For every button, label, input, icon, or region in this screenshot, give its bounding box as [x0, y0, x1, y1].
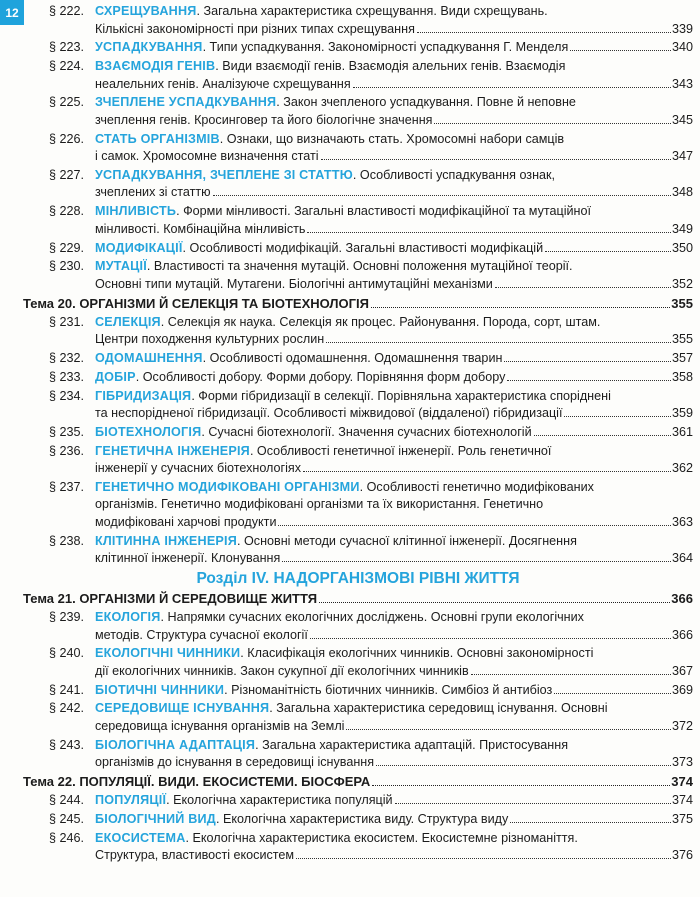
entry-line: [95, 811, 693, 829]
topic-title: Тема 21. ОРГАНІЗМИ Й СЕРЕДОВИЩЕ ЖИТТЯ: [23, 591, 318, 607]
page-ref: 358: [671, 369, 693, 384]
dot-leader: [303, 471, 671, 472]
entry-text-wrap: [95, 21, 415, 39]
entry-line: [95, 405, 693, 423]
entry-text: мінливості. Комбінаційна мінливість: [95, 221, 306, 236]
dot-leader: [282, 561, 671, 562]
paragraph-number: § 222.: [49, 4, 85, 18]
dot-leader: [371, 307, 670, 308]
entry-line: [95, 350, 693, 368]
entry-text: . Форми мінливості. Загальні властивості модифікаційної та мутаційної: [176, 204, 592, 219]
entry-text-wrap: [95, 754, 374, 772]
toc-entry[interactable]: [23, 39, 693, 57]
entry-text: . Особливості добору. Форми добору. Порівняння форм добору: [135, 369, 506, 384]
entry-text-wrap: [95, 350, 502, 368]
entry-line: [95, 76, 693, 94]
toc-entry[interactable]: [23, 388, 693, 423]
entry-line: [95, 533, 693, 551]
entry-line: [95, 131, 693, 149]
paragraph-number: § 235.: [49, 424, 85, 439]
entry-text: . Форми гібридизації в селекції. Порівняльна характеристика споріднені: [191, 388, 611, 403]
keyword: МОДИФІКАЦІЇ: [95, 240, 183, 255]
entry-text: . Особливості модифікацій. Загальні властивості модифікацій: [182, 240, 544, 255]
entry-text: . Основні методи сучасної клітинної інженерії. Досягнення: [236, 533, 577, 548]
dot-leader: [307, 232, 671, 233]
paragraph-number: § 242.: [49, 701, 85, 716]
entry-text: . Напрямки сучасних екологічних досліджень. Основні групи екологічних: [160, 610, 584, 625]
dot-leader: [434, 123, 671, 124]
table-of-contents: [23, 3, 693, 866]
paragraph-number: § 232.: [49, 350, 85, 365]
entry-text-wrap: [95, 460, 301, 478]
page-ref: 374: [671, 793, 693, 808]
dot-leader: [346, 729, 671, 730]
keyword: СЕРЕДОВИЩЕ ІСНУВАННЯ: [95, 701, 270, 716]
entry-line: [95, 94, 693, 112]
entry-text: . Різноманітність біотичних чинників. Симбіоз й антибіоз: [224, 682, 553, 697]
entry-text: інженерії у сучасних біотехнологіях: [95, 461, 302, 476]
keyword: СХРЕЩУВАННЯ: [95, 4, 197, 18]
entry-text: . Класифікація екологічних чинників. Основні закономірності: [240, 646, 594, 661]
entry-text: . Загальна характеристика адаптацій. Пристосування: [255, 737, 569, 752]
page-ref: 352: [671, 276, 693, 291]
entry-text: Центри походження культурних рослин: [95, 332, 325, 347]
toc-entry[interactable]: [23, 131, 693, 166]
entry-text-wrap: [95, 76, 351, 94]
entry-text: середовища існування організмів на Землі: [95, 718, 345, 733]
keyword: ГЕНЕТИЧНА ІНЖЕНЕРІЯ: [95, 443, 250, 458]
entry-text-wrap: [95, 369, 505, 387]
keyword: ГЕНЕТИЧНО МОДИФІКОВАНІ ОРГАНІЗМИ: [95, 479, 360, 494]
entry-text-wrap: [95, 39, 568, 57]
page-ref: 361: [671, 424, 693, 439]
dot-leader: [326, 342, 671, 343]
entry-line: [95, 847, 693, 865]
entry-text: . Селекція як наука. Селекція як процес. Районування. Порода, сорт, штам.: [160, 314, 601, 329]
toc-entry[interactable]: [23, 443, 693, 478]
paragraph-number: § 246.: [49, 830, 85, 845]
page-ref: 372: [671, 718, 693, 733]
dot-leader: [504, 361, 671, 362]
toc-entry[interactable]: [23, 94, 693, 129]
entry-text: Структура, властивості екосистем: [95, 848, 295, 863]
entry-line: [95, 645, 693, 663]
entry-text: . Загальна характеристика схрещування. Види схрещувань.: [196, 4, 548, 18]
entry-line: [95, 58, 693, 76]
entry-line: [95, 754, 693, 772]
keyword: БІОТЕХНОЛОГІЯ: [95, 424, 202, 439]
page-ref: 374: [671, 774, 693, 790]
entry-text: модифіковані харчові продукти: [95, 514, 277, 529]
page-ref: 376: [671, 848, 693, 863]
toc-entry[interactable]: [23, 830, 693, 865]
entry-text: . Особливості генетичної інженерії. Роль генетичної: [249, 443, 552, 458]
entry-text-wrap: [95, 112, 432, 130]
entry-line: [95, 460, 693, 478]
entry-line: [95, 167, 693, 185]
dot-leader: [554, 693, 671, 694]
toc-entry[interactable]: [23, 737, 693, 772]
paragraph-number: § 223.: [49, 40, 85, 55]
entry-text: зчеплених зі статтю: [95, 185, 211, 200]
page-ref: 363: [671, 514, 693, 529]
page-ref: 375: [671, 811, 693, 826]
toc-entry[interactable]: [23, 203, 693, 238]
toc-entry[interactable]: [23, 167, 693, 202]
paragraph-number: § 236.: [49, 443, 85, 458]
keyword: УСПАДКУВАННЯ, ЗЧЕПЛЕНЕ ЗІ СТАТТЮ: [95, 167, 353, 182]
paragraph-number: § 244.: [49, 793, 85, 808]
entry-line: [95, 700, 693, 718]
entry-text-wrap: [95, 405, 562, 423]
paragraph-number: § 225.: [49, 95, 85, 110]
toc-entry[interactable]: [23, 479, 693, 532]
page-ref: 340: [671, 40, 693, 55]
paragraph-number: § 231.: [49, 314, 85, 329]
entry-line: [95, 424, 693, 442]
paragraph-number: § 226.: [49, 131, 85, 146]
page-ref: 373: [671, 755, 693, 770]
topic-title: Тема 20. ОРГАНІЗМИ Й СЕЛЕКЦІЯ ТА БІОТЕХНОЛОГІЯ: [23, 295, 369, 311]
entry-text: . Види взаємодії генів. Взаємодія алельних генів. Взаємодія: [215, 59, 566, 74]
page-ref: 366: [671, 627, 693, 642]
entry-line: [95, 496, 693, 514]
paragraph-number: § 224.: [49, 59, 85, 74]
entry-text: . Екологічна характеристика виду. Структура виду: [215, 811, 509, 826]
entry-line: [95, 514, 693, 532]
entry-text-wrap: [95, 514, 276, 532]
dot-leader: [510, 822, 671, 823]
keyword: ДОБІР: [95, 369, 136, 384]
entry-text: організмів. Генетично модифіковані організми та їх використання. Генетично: [95, 497, 544, 512]
entry-text-wrap: [95, 550, 280, 568]
dot-leader: [545, 251, 671, 252]
dot-leader: [376, 765, 671, 766]
dot-leader: [570, 50, 671, 51]
page-number: 12: [0, 0, 24, 25]
paragraph-number: § 234.: [49, 388, 85, 403]
entry-text-wrap: [95, 331, 324, 349]
entry-text-wrap: [95, 184, 211, 202]
keyword: ЕКОСИСТЕМА: [95, 830, 186, 845]
entry-line: [95, 609, 693, 627]
entry-text: . Ознаки, що визначають стать. Хромосомні набори самців: [219, 131, 565, 146]
entry-text: клітинної інженерії. Клонування: [95, 551, 281, 566]
dot-leader: [417, 32, 671, 33]
entry-line: [95, 39, 693, 57]
entry-text-wrap: [95, 627, 308, 645]
page-ref: 339: [671, 21, 693, 36]
toc-entry[interactable]: [23, 682, 693, 700]
entry-text: . Властивості та значення мутацій. Основні положення мутаційної теорії.: [146, 259, 573, 274]
toc-entry[interactable]: [23, 609, 693, 644]
keyword: БІОТИЧНІ ЧИННИКИ: [95, 682, 225, 697]
topic-title: Тема 22. ПОПУЛЯЦІЇ. ВИДИ. ЕКОСИСТЕМИ. БІОСФЕРА: [23, 774, 371, 790]
entry-text-wrap: [95, 847, 294, 865]
paragraph-number: § 237.: [49, 479, 85, 494]
entry-text: дії екологічних чинників. Закон сукупної дії екологічних чинників: [95, 663, 469, 678]
entry-text: методів. Структура сучасної екології: [95, 627, 308, 642]
paragraph-number: § 233.: [49, 369, 85, 384]
keyword: МУТАЦІЇ: [95, 259, 147, 274]
keyword: БІОЛОГІЧНИЙ ВИД: [95, 811, 216, 826]
toc-entry[interactable]: [23, 3, 693, 38]
paragraph-number: § 243.: [49, 737, 85, 752]
toc-entry[interactable]: [23, 314, 693, 349]
entry-text: . Особливості успадкування ознак,: [352, 167, 556, 182]
toc-entry[interactable]: [23, 424, 693, 442]
entry-line: [95, 21, 693, 39]
dot-leader: [564, 416, 671, 417]
entry-text: . Екологічна характеристика популяцій: [166, 793, 393, 808]
dot-leader: [372, 785, 670, 786]
paragraph-number: § 245.: [49, 811, 85, 826]
entry-line: [95, 388, 693, 406]
entry-text: Кількісні закономірності при різних типах схрещування: [95, 21, 415, 36]
paragraph-number: § 230.: [49, 259, 85, 274]
entry-line: [95, 184, 693, 202]
toc-entry[interactable]: [23, 369, 693, 387]
entry-text: . Закон зчепленого успадкування. Повне й неповне: [276, 95, 576, 110]
entry-text-wrap: [95, 792, 393, 810]
entry-line: [95, 479, 693, 497]
entry-line: [95, 663, 693, 681]
entry-line: [95, 203, 693, 221]
toc-entry[interactable]: [23, 258, 693, 293]
keyword: УСПАДКУВАННЯ: [95, 40, 203, 55]
keyword: ВЗАЄМОДІЯ ГЕНІВ: [95, 59, 216, 74]
page-ref: 367: [671, 663, 693, 678]
dot-leader: [310, 638, 671, 639]
entry-text-wrap: [95, 276, 493, 294]
toc-entry[interactable]: [23, 240, 693, 258]
entry-text-wrap: [95, 663, 469, 681]
keyword: МІНЛИВІСТЬ: [95, 204, 177, 219]
entry-line: [95, 3, 693, 21]
dot-leader: [495, 287, 671, 288]
entry-line: [95, 682, 693, 700]
paragraph-number: § 240.: [49, 646, 85, 661]
page-ref: 349: [671, 221, 693, 236]
dot-leader: [296, 858, 671, 859]
dot-leader: [353, 87, 671, 88]
entry-text-wrap: [95, 718, 344, 736]
paragraph-number: § 239.: [49, 610, 85, 625]
entry-line: [95, 276, 693, 294]
entry-line: [95, 112, 693, 130]
page-ref: 350: [671, 240, 693, 255]
page-ref: 343: [671, 76, 693, 91]
entry-text-wrap: [95, 148, 319, 166]
entry-line: [95, 792, 693, 810]
page-ref: 364: [671, 551, 693, 566]
entry-line: [95, 550, 693, 568]
entry-line: [95, 314, 693, 332]
entry-text-wrap: [95, 240, 543, 258]
entry-text: Основні типи мутацій. Мутагени. Біологічні антимутаційні механізми: [95, 276, 493, 291]
entry-text: . Сучасні біотехнології. Значення сучасних біотехнологій: [201, 424, 532, 439]
entry-line: [95, 258, 693, 276]
page-ref: 355: [671, 332, 693, 347]
keyword: ОДОМАШНЕННЯ: [95, 350, 203, 365]
toc-entry[interactable]: [23, 700, 693, 735]
dot-leader: [471, 674, 671, 675]
keyword: ПОПУЛЯЦІЇ: [95, 793, 167, 808]
dot-leader: [395, 803, 671, 804]
paragraph-number: § 229.: [49, 240, 85, 255]
keyword: БІОЛОГІЧНА АДАПТАЦІЯ: [95, 737, 256, 752]
entry-text: . Загальна характеристика середовищ існування. Основні: [269, 701, 608, 716]
entry-text: організмів до існування в середовищі існування: [95, 755, 375, 770]
paragraph-number: § 241.: [49, 682, 85, 697]
entry-text: . Особливості одомашнення. Одомашнення тварин: [202, 350, 503, 365]
page-ref: 355: [671, 295, 693, 311]
dot-leader: [321, 159, 671, 160]
entry-text-wrap: [95, 221, 305, 239]
toc-entry[interactable]: [23, 350, 693, 368]
keyword: ЗЧЕПЛЕНЕ УСПАДКУВАННЯ: [95, 95, 277, 110]
dot-leader: [534, 435, 671, 436]
entry-line: [95, 443, 693, 461]
section-heading: Розділ IV. НАДОРГАНІЗМОВІ РІВНІ ЖИТТЯ: [196, 570, 520, 588]
keyword: КЛІТИННА ІНЖЕНЕРІЯ: [95, 533, 237, 548]
dot-leader: [213, 195, 671, 196]
entry-line: [95, 830, 693, 848]
page-ref: 366: [671, 591, 693, 607]
entry-line: [95, 148, 693, 166]
topic-heading: [23, 590, 693, 608]
entry-line: [95, 369, 693, 387]
entry-line: [95, 240, 693, 258]
paragraph-number: § 228.: [49, 204, 85, 219]
entry-text: . Екологічна характеристика екосистем. Екосистемне різноманіття.: [185, 830, 578, 845]
page-ref: 347: [671, 149, 693, 164]
entry-text-wrap: [95, 424, 532, 442]
toc-entry[interactable]: [23, 58, 693, 93]
entry-text: зчеплення генів. Кросинговер та його біологічне значення: [95, 112, 433, 127]
keyword: ГІБРИДИЗАЦІЯ: [95, 388, 192, 403]
keyword: ЕКОЛОГІЧНІ ЧИННИКИ: [95, 646, 241, 661]
entry-text: . Особливості генетично модифікованих: [359, 479, 594, 494]
entry-line: [95, 718, 693, 736]
toc-entry[interactable]: [23, 792, 693, 810]
page-ref: 345: [671, 112, 693, 127]
toc-entry[interactable]: [23, 811, 693, 829]
entry-text-wrap: [95, 811, 508, 829]
entry-line: [95, 627, 693, 645]
entry-text: неалельних генів. Аналізуюче схрещування: [95, 76, 351, 91]
paragraph-number: § 238.: [49, 533, 85, 548]
page-ref: 362: [671, 461, 693, 476]
keyword: СЕЛЕКЦІЯ: [95, 314, 161, 329]
entry-text: . Типи успадкування. Закономірності успадкування Г. Менделя: [202, 40, 569, 55]
entry-line: [95, 331, 693, 349]
dot-leader: [278, 525, 671, 526]
paragraph-number: § 227.: [49, 167, 85, 182]
page-ref: 357: [671, 350, 693, 365]
keyword: СТАТЬ ОРГАНІЗМІВ: [95, 131, 220, 146]
entry-text: та неспорідненої гібридизації. Особливості міжвидової (віддаленої) гібридизації: [95, 406, 563, 421]
dot-leader: [507, 380, 671, 381]
topic-heading: [23, 295, 693, 313]
toc-entry[interactable]: [23, 533, 693, 568]
entry-text-wrap: [95, 682, 552, 700]
toc-entry[interactable]: [23, 645, 693, 680]
entry-line: [95, 737, 693, 755]
dot-leader: [319, 602, 670, 603]
keyword: ЕКОЛОГІЯ: [95, 610, 161, 625]
page-ref: 369: [671, 682, 693, 697]
page-ref: 348: [671, 185, 693, 200]
entry-text: і самок. Хромосомне визначення статі: [95, 149, 319, 164]
page-ref: 359: [671, 406, 693, 421]
topic-heading: [23, 773, 693, 791]
entry-line: [95, 221, 693, 239]
